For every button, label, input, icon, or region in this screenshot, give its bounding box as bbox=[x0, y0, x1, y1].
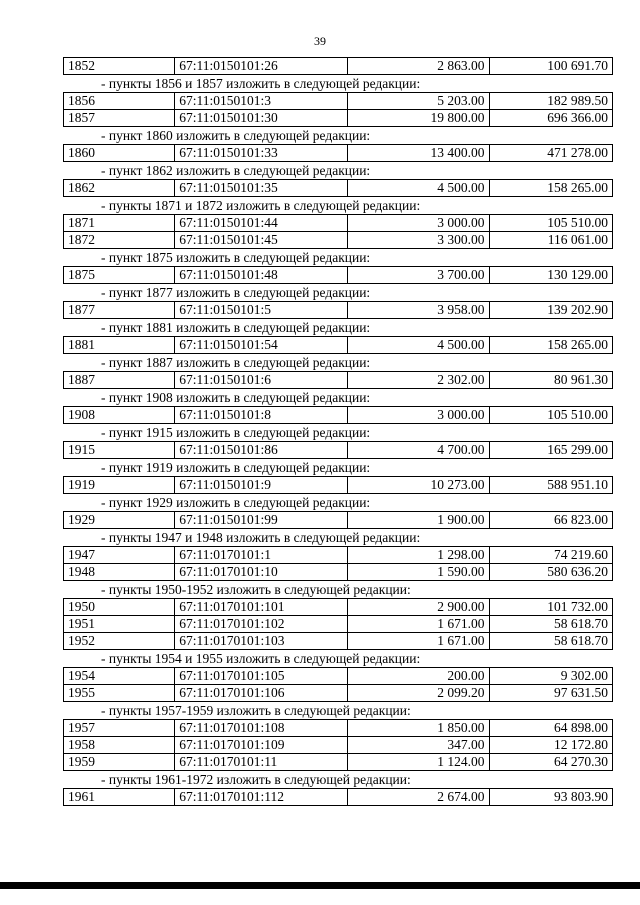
value-cell: 101 732.00 bbox=[489, 599, 613, 616]
table-row bbox=[64, 737, 613, 754]
cadastral-number-cell: 67:11:0150101:33 bbox=[175, 145, 347, 162]
amendment-block bbox=[63, 459, 613, 494]
value-cell: 139 202.90 bbox=[489, 302, 613, 319]
amendment-block bbox=[63, 249, 613, 284]
value-cell: 66 823.00 bbox=[489, 512, 613, 529]
area-cell: 2 099.20 bbox=[347, 685, 489, 702]
area-cell: 1 124.00 bbox=[347, 754, 489, 771]
item-number-cell: 1852 bbox=[64, 58, 175, 75]
area-cell: 347.00 bbox=[347, 737, 489, 754]
amendment-heading: - пункт 1908 изложить в следующей редакции: bbox=[101, 390, 371, 405]
amendment-table bbox=[63, 371, 613, 389]
amendment-table bbox=[63, 406, 613, 424]
cadastral-number-cell: 67:11:0150101:6 bbox=[175, 372, 347, 389]
cadastral-number-cell: 67:11:0150101:35 bbox=[175, 180, 347, 197]
value-cell: 696 366.00 bbox=[489, 110, 613, 127]
cadastral-number-cell: 67:11:0150101:8 bbox=[175, 407, 347, 424]
amendment-block bbox=[63, 354, 613, 389]
amendment-heading: - пункты 1957-1959 изложить в следующей редакции: bbox=[101, 703, 411, 718]
item-number-cell: 1959 bbox=[64, 754, 175, 771]
value-cell: 158 265.00 bbox=[489, 180, 613, 197]
amendment-table bbox=[63, 667, 613, 702]
table-row bbox=[64, 93, 613, 110]
amendment-table bbox=[63, 719, 613, 771]
amendment-heading: - пункты 1961-1972 изложить в следующей редакции: bbox=[101, 772, 411, 787]
value-cell: 64 898.00 bbox=[489, 720, 613, 737]
area-cell: 1 850.00 bbox=[347, 720, 489, 737]
table-row bbox=[64, 215, 613, 232]
bottom-border-bar bbox=[0, 882, 640, 889]
table-row bbox=[64, 372, 613, 389]
table-row bbox=[64, 145, 613, 162]
item-number-cell: 1881 bbox=[64, 337, 175, 354]
value-cell: 588 951.10 bbox=[489, 477, 613, 494]
amendment-table bbox=[63, 788, 613, 806]
cadastral-number-cell: 67:11:0170101:103 bbox=[175, 633, 347, 650]
area-cell: 10 273.00 bbox=[347, 477, 489, 494]
area-cell: 1 590.00 bbox=[347, 564, 489, 581]
cadastral-number-cell: 67:11:0150101:44 bbox=[175, 215, 347, 232]
item-number-cell: 1856 bbox=[64, 93, 175, 110]
area-cell: 3 300.00 bbox=[347, 232, 489, 249]
table-row bbox=[64, 633, 613, 650]
cadastral-number-cell: 67:11:0150101:5 bbox=[175, 302, 347, 319]
table-row bbox=[64, 599, 613, 616]
item-number-cell: 1915 bbox=[64, 442, 175, 459]
area-cell: 4 500.00 bbox=[347, 337, 489, 354]
cadastral-number-cell: 67:11:0170101:109 bbox=[175, 737, 347, 754]
item-number-cell: 1875 bbox=[64, 267, 175, 284]
amendment-heading: - пункты 1950-1952 изложить в следующей редакции: bbox=[101, 582, 411, 597]
table-row bbox=[64, 110, 613, 127]
cadastral-number-cell: 67:11:0170101:10 bbox=[175, 564, 347, 581]
item-number-cell: 1929 bbox=[64, 512, 175, 529]
cadastral-number-cell: 67:11:0150101:3 bbox=[175, 93, 347, 110]
value-cell: 158 265.00 bbox=[489, 337, 613, 354]
value-cell: 58 618.70 bbox=[489, 616, 613, 633]
amendment-table bbox=[63, 476, 613, 494]
amendment-block bbox=[63, 284, 613, 319]
item-number-cell: 1950 bbox=[64, 599, 175, 616]
area-cell: 13 400.00 bbox=[347, 145, 489, 162]
cadastral-number-cell: 67:11:0150101:45 bbox=[175, 232, 347, 249]
value-cell: 9 302.00 bbox=[489, 668, 613, 685]
item-number-cell: 1919 bbox=[64, 477, 175, 494]
value-cell: 130 129.00 bbox=[489, 267, 613, 284]
amendment-block bbox=[63, 650, 613, 702]
item-number-cell: 1871 bbox=[64, 215, 175, 232]
item-number-cell: 1954 bbox=[64, 668, 175, 685]
amendment-table bbox=[63, 336, 613, 354]
amendment-block bbox=[63, 424, 613, 459]
item-number-cell: 1958 bbox=[64, 737, 175, 754]
value-cell: 471 278.00 bbox=[489, 145, 613, 162]
value-cell: 58 618.70 bbox=[489, 633, 613, 650]
amendment-block bbox=[63, 57, 613, 75]
area-cell: 2 674.00 bbox=[347, 789, 489, 806]
amendment-table bbox=[63, 57, 613, 75]
amendment-block bbox=[63, 529, 613, 581]
cadastral-number-cell: 67:11:0170101:1 bbox=[175, 547, 347, 564]
amendment-block bbox=[63, 162, 613, 197]
amendment-block bbox=[63, 197, 613, 249]
table-row bbox=[64, 720, 613, 737]
amendment-table bbox=[63, 511, 613, 529]
area-cell: 2 900.00 bbox=[347, 599, 489, 616]
table-row bbox=[64, 616, 613, 633]
table-row bbox=[64, 547, 613, 564]
cadastral-number-cell: 67:11:0150101:86 bbox=[175, 442, 347, 459]
area-cell: 3 958.00 bbox=[347, 302, 489, 319]
table-row bbox=[64, 789, 613, 806]
area-cell: 4 500.00 bbox=[347, 180, 489, 197]
amendment-heading: - пункт 1877 изложить в следующей редакции: bbox=[101, 285, 371, 300]
area-cell: 2 302.00 bbox=[347, 372, 489, 389]
value-cell: 74 219.60 bbox=[489, 547, 613, 564]
area-cell: 1 900.00 bbox=[347, 512, 489, 529]
amendment-heading: - пункты 1947 и 1948 изложить в следующей редакции: bbox=[101, 530, 421, 545]
value-cell: 580 636.20 bbox=[489, 564, 613, 581]
cadastral-number-cell: 67:11:0170101:106 bbox=[175, 685, 347, 702]
amendment-table bbox=[63, 214, 613, 249]
area-cell: 19 800.00 bbox=[347, 110, 489, 127]
amendment-block bbox=[63, 389, 613, 424]
value-cell: 80 961.30 bbox=[489, 372, 613, 389]
cadastral-number-cell: 67:11:0150101:99 bbox=[175, 512, 347, 529]
cadastral-number-cell: 67:11:0170101:105 bbox=[175, 668, 347, 685]
cadastral-number-cell: 67:11:0170101:102 bbox=[175, 616, 347, 633]
amendment-heading: - пункт 1881 изложить в следующей редакции: bbox=[101, 320, 371, 335]
amendment-heading: - пункт 1862 изложить в следующей редакции: bbox=[101, 163, 371, 178]
amendment-table bbox=[63, 546, 613, 581]
amendment-block bbox=[63, 771, 613, 806]
item-number-cell: 1961 bbox=[64, 789, 175, 806]
amendment-table bbox=[63, 598, 613, 650]
value-cell: 100 691.70 bbox=[489, 58, 613, 75]
table-row bbox=[64, 477, 613, 494]
amendment-heading: - пункты 1871 и 1872 изложить в следующей редакции: bbox=[101, 198, 421, 213]
document-body bbox=[63, 57, 613, 806]
value-cell: 93 803.90 bbox=[489, 789, 613, 806]
amendment-heading: - пункт 1929 изложить в следующей редакции: bbox=[101, 495, 371, 510]
cadastral-number-cell: 67:11:0150101:54 bbox=[175, 337, 347, 354]
table-row bbox=[64, 58, 613, 75]
amendment-block bbox=[63, 127, 613, 162]
table-row bbox=[64, 685, 613, 702]
value-cell: 182 989.50 bbox=[489, 93, 613, 110]
cadastral-number-cell: 67:11:0170101:11 bbox=[175, 754, 347, 771]
area-cell: 4 700.00 bbox=[347, 442, 489, 459]
item-number-cell: 1947 bbox=[64, 547, 175, 564]
value-cell: 165 299.00 bbox=[489, 442, 613, 459]
amendment-table bbox=[63, 441, 613, 459]
table-row bbox=[64, 337, 613, 354]
cadastral-number-cell: 67:11:0170101:101 bbox=[175, 599, 347, 616]
value-cell: 64 270.30 bbox=[489, 754, 613, 771]
item-number-cell: 1887 bbox=[64, 372, 175, 389]
area-cell: 1 298.00 bbox=[347, 547, 489, 564]
table-row bbox=[64, 442, 613, 459]
item-number-cell: 1957 bbox=[64, 720, 175, 737]
table-row bbox=[64, 668, 613, 685]
amendment-heading: - пункт 1875 изложить в следующей редакции: bbox=[101, 250, 371, 265]
item-number-cell: 1872 bbox=[64, 232, 175, 249]
amendment-block bbox=[63, 75, 613, 127]
area-cell: 3 700.00 bbox=[347, 267, 489, 284]
area-cell: 200.00 bbox=[347, 668, 489, 685]
area-cell: 1 671.00 bbox=[347, 633, 489, 650]
amendment-block bbox=[63, 319, 613, 354]
area-cell: 1 671.00 bbox=[347, 616, 489, 633]
page-number: 39 bbox=[314, 34, 326, 48]
table-row bbox=[64, 754, 613, 771]
area-cell: 3 000.00 bbox=[347, 407, 489, 424]
item-number-cell: 1862 bbox=[64, 180, 175, 197]
item-number-cell: 1877 bbox=[64, 302, 175, 319]
table-row bbox=[64, 232, 613, 249]
table-row bbox=[64, 180, 613, 197]
amendment-block bbox=[63, 494, 613, 529]
item-number-cell: 1952 bbox=[64, 633, 175, 650]
value-cell: 116 061.00 bbox=[489, 232, 613, 249]
amendment-block bbox=[63, 702, 613, 771]
value-cell: 105 510.00 bbox=[489, 215, 613, 232]
item-number-cell: 1857 bbox=[64, 110, 175, 127]
amendment-table bbox=[63, 266, 613, 284]
amendment-heading: - пункт 1860 изложить в следующей редакции: bbox=[101, 128, 371, 143]
item-number-cell: 1948 bbox=[64, 564, 175, 581]
value-cell: 12 172.80 bbox=[489, 737, 613, 754]
amendment-heading: - пункты 1954 и 1955 изложить в следующей редакции: bbox=[101, 651, 421, 666]
amendment-heading: - пункты 1856 и 1857 изложить в следующей редакции: bbox=[101, 76, 421, 91]
value-cell: 105 510.00 bbox=[489, 407, 613, 424]
amendment-table bbox=[63, 301, 613, 319]
area-cell: 3 000.00 bbox=[347, 215, 489, 232]
amendment-heading: - пункт 1919 изложить в следующей редакции: bbox=[101, 460, 371, 475]
table-row bbox=[64, 407, 613, 424]
amendment-heading: - пункт 1915 изложить в следующей редакции: bbox=[101, 425, 371, 440]
table-row bbox=[64, 267, 613, 284]
cadastral-number-cell: 67:11:0150101:9 bbox=[175, 477, 347, 494]
amendment-heading: - пункт 1887 изложить в следующей редакции: bbox=[101, 355, 371, 370]
cadastral-number-cell: 67:11:0150101:48 bbox=[175, 267, 347, 284]
item-number-cell: 1951 bbox=[64, 616, 175, 633]
table-row bbox=[64, 302, 613, 319]
cadastral-number-cell: 67:11:0170101:108 bbox=[175, 720, 347, 737]
amendment-table bbox=[63, 179, 613, 197]
value-cell: 97 631.50 bbox=[489, 685, 613, 702]
area-cell: 5 203.00 bbox=[347, 93, 489, 110]
amendment-table bbox=[63, 144, 613, 162]
cadastral-number-cell: 67:11:0170101:112 bbox=[175, 789, 347, 806]
amendment-block bbox=[63, 581, 613, 650]
amendment-table bbox=[63, 92, 613, 127]
item-number-cell: 1955 bbox=[64, 685, 175, 702]
table-row bbox=[64, 512, 613, 529]
area-cell: 2 863.00 bbox=[347, 58, 489, 75]
table-row bbox=[64, 564, 613, 581]
item-number-cell: 1860 bbox=[64, 145, 175, 162]
cadastral-number-cell: 67:11:0150101:30 bbox=[175, 110, 347, 127]
cadastral-number-cell: 67:11:0150101:26 bbox=[175, 58, 347, 75]
item-number-cell: 1908 bbox=[64, 407, 175, 424]
